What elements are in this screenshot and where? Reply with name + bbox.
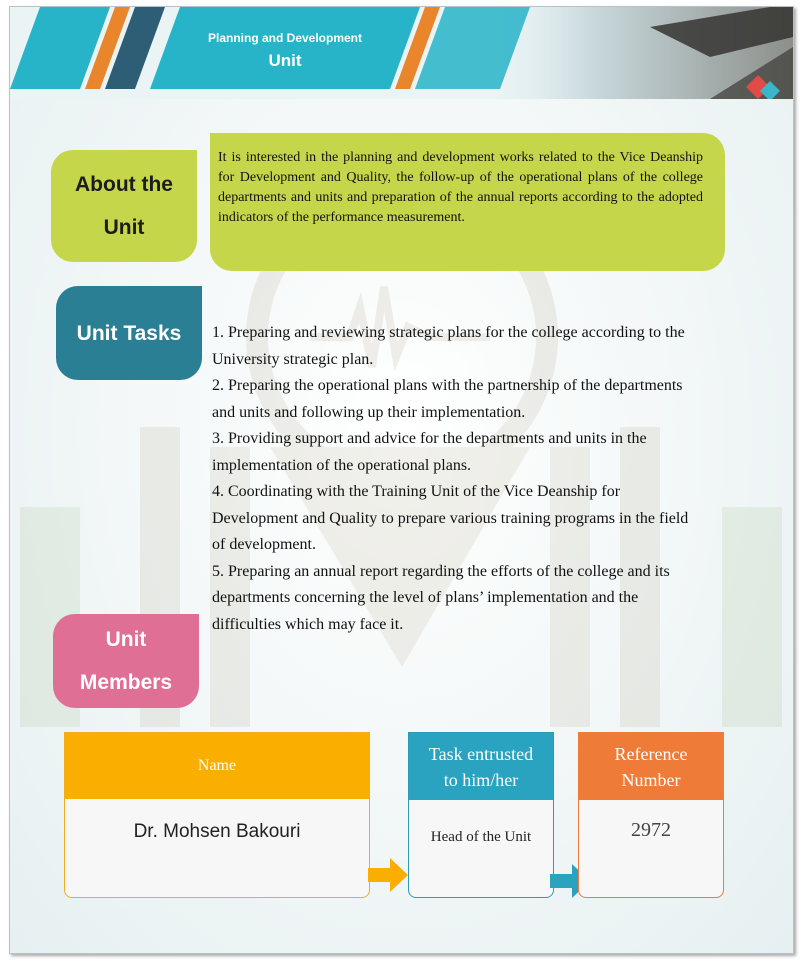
member-reference-card xyxy=(578,732,724,898)
task-header-line1: Task entrusted xyxy=(428,743,534,764)
task-line: 4. Coordinating with the Training Unit of the Vice Deanship for xyxy=(212,483,621,500)
header-banner xyxy=(10,7,793,99)
reference-number: 2972 xyxy=(631,819,671,841)
task-header-line2: to him/her xyxy=(443,769,519,790)
task-line: 2. Preparing the operational plans with the partnership of the departments xyxy=(212,377,683,394)
task-line: difficulties which may face it. xyxy=(212,615,404,633)
unit-tasks-label: Unit Tasks xyxy=(56,286,202,380)
task-line: 3. Providing support and advice for the departments and units in the xyxy=(212,430,647,447)
task-line: and units and following up their implementation. xyxy=(212,403,526,421)
reference-header xyxy=(579,733,723,800)
member-task: Head of the Unit xyxy=(430,829,532,845)
task-line: of development. xyxy=(212,536,316,553)
task-line: University strategic plan. xyxy=(212,350,374,368)
document-page xyxy=(9,6,794,954)
task-line: Development and Quality to prepare various training programs in the field xyxy=(212,509,689,527)
member-name-card xyxy=(64,732,370,898)
task-header xyxy=(409,733,553,800)
members-label-line2: Members xyxy=(79,671,173,694)
about-unit-text: It is interested in the planning and development works related to the Vice Deanship for Development and Quality, the follow-up of the operational plans of the college departments and units and preparation of the annual reports according to the adopted indicators of the performance measurement. xyxy=(218,150,703,225)
task-line: 5. Preparing an annual report regarding the efforts of the college and its xyxy=(212,562,670,580)
about-unit-label xyxy=(51,150,197,262)
reference-header-line2: Number xyxy=(621,769,681,790)
header-title-line2: Unit xyxy=(268,51,302,70)
task-line: departments concerning the level of plans’ implementation and the xyxy=(212,589,639,606)
about-unit-text-box xyxy=(210,133,725,271)
member-task-card xyxy=(408,732,554,898)
reference-header-line1: Reference xyxy=(614,743,688,764)
task-line: 1. Preparing and reviewing strategic plans for the college according to the xyxy=(212,324,685,341)
unit-members-label xyxy=(53,614,199,708)
member-name: Dr. Mohsen Bakouri xyxy=(133,821,301,842)
name-header: Name xyxy=(65,733,369,799)
header-title xyxy=(180,31,390,71)
members-label-line1: Unit xyxy=(105,628,147,651)
about-label-line2: Unit xyxy=(103,216,145,239)
task-line: implementation of the operational plans. xyxy=(212,456,472,474)
arrow-right-icon xyxy=(368,858,408,892)
about-label-line1: About the xyxy=(75,173,173,196)
unit-tasks-list xyxy=(212,320,747,640)
header-title-line1: Planning and Development xyxy=(207,31,363,45)
